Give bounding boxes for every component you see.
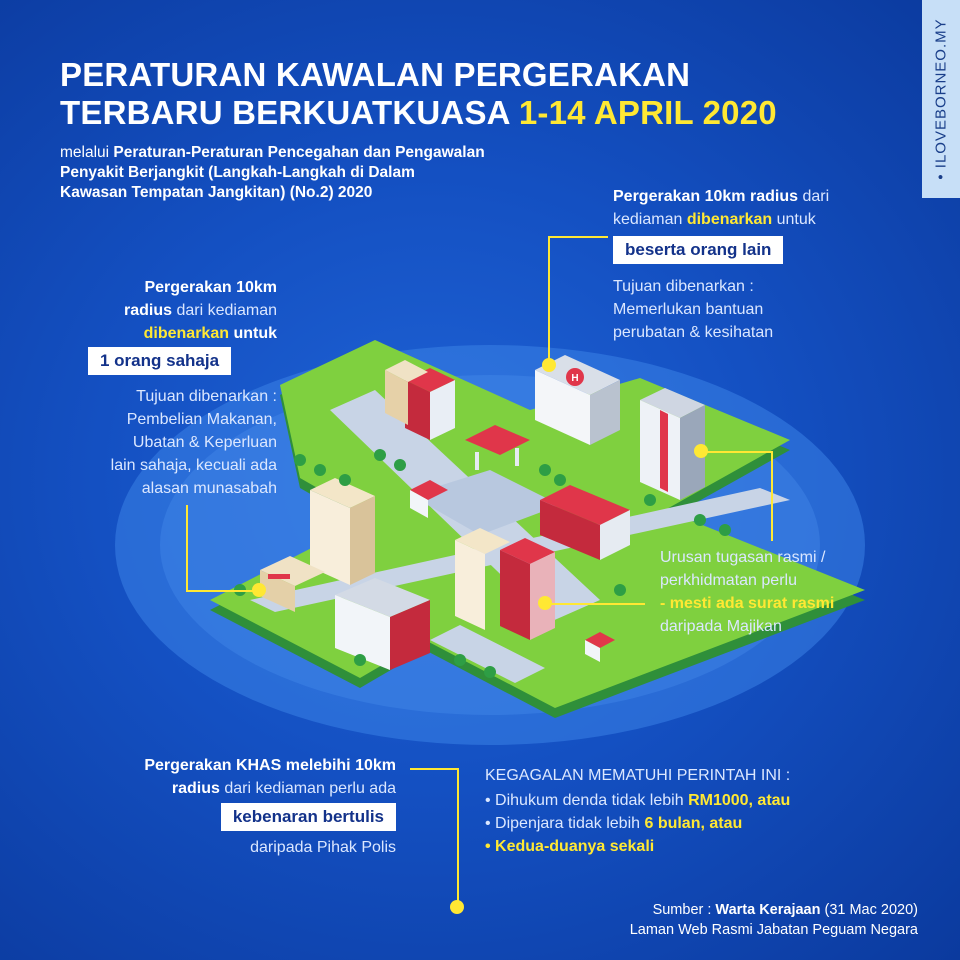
right-line-1-bold: Pergerakan 10km radius (613, 188, 798, 205)
connector-right-h (548, 236, 608, 238)
special-line-2-rest: dari kediaman perlu ada (219, 780, 396, 797)
connector-special-h (410, 768, 458, 770)
penalty-item-1-hl: RM1000, atau (688, 792, 791, 809)
right-purpose-line: perubatan & kesihatan (613, 324, 774, 341)
marker-dot (538, 596, 552, 610)
left-purpose-line: alasan munasabah (141, 480, 277, 497)
title-line-1: PERATURAN KAWALAN PERGERAKAN (60, 56, 691, 93)
brand-label: • ILOVEBORNEO.MY (932, 18, 950, 180)
left-line-1: Pergerakan 10km (144, 279, 277, 296)
source-note (630, 900, 918, 940)
connector-central (545, 603, 645, 605)
source-bold: Warta Kerajaan (715, 902, 821, 918)
title-date: 1-14 APRIL 2020 (518, 94, 777, 131)
left-purpose-line: lain sahaja, kecuali ada (110, 457, 277, 474)
penalty-heading: KEGAGALAN MEMATUHI PERINTAH INI : (485, 767, 791, 784)
beige-tower-left (310, 478, 375, 585)
penalty-item-1-text: • Dihukum denda tidak lebih (485, 792, 689, 809)
connector-official-v (771, 451, 773, 541)
pill-1-orang: 1 orang sahaja (88, 347, 231, 375)
connector-right-v (548, 236, 550, 364)
left-purpose-line: Tujuan dibenarkan : (136, 388, 277, 405)
connector-official-h (700, 451, 772, 453)
title-line-2-text: TERBARU BERKUATKUASA (60, 94, 519, 131)
svg-text:H: H (571, 373, 579, 384)
left-line-2-rest: dari kediaman (172, 302, 277, 319)
left-line-2-bold: radius (124, 302, 173, 319)
pill-kebenaran: kebenaran bertulis (221, 803, 396, 831)
right-purpose-line: Tujuan dibenarkan : (613, 278, 754, 295)
penalty-section (485, 764, 790, 858)
right-line-2-rest: kediaman (613, 211, 687, 228)
marker-dot (542, 358, 556, 372)
left-dibenarkan: dibenarkan (143, 325, 229, 342)
left-purpose-line: Ubatan & Keperluan (132, 434, 277, 451)
subtitle-bold-1: Peraturan-Peraturan Pencegahan dan Pengawalan (113, 144, 485, 161)
official-line-1: Urusan tugasan rasmi / (660, 549, 826, 566)
special-line-1: Pergerakan KHAS melebihi 10km (144, 757, 396, 774)
subtitle-bold-2: Penyakit Berjangkit (Langkah-Langkah di Dalam (60, 164, 415, 181)
tower-right (640, 388, 705, 500)
left-purpose-line: Pembelian Makanan, (126, 411, 277, 428)
penalty-item-2-hl: 6 bulan, atau (644, 815, 743, 832)
source-prefix: Sumber : (652, 902, 716, 918)
source-rest: (31 Mac 2020) (820, 902, 918, 918)
connector-special-v (457, 768, 459, 902)
right-line-2-end: untuk (772, 211, 816, 228)
source-line-2: Laman Web Rasmi Jabatan Peguam Negara (629, 922, 918, 938)
left-purpose (111, 385, 277, 500)
marker-dot (252, 583, 266, 597)
special-info (144, 754, 396, 800)
official-surat-rasmi: - mesti ada surat rasmi (660, 595, 835, 612)
right-dibenarkan: dibenarkan (686, 211, 773, 228)
special-line-2-bold: radius (171, 780, 220, 797)
pill-beserta: beserta orang lain (613, 236, 783, 264)
special-line-4: daripada Pihak Polis (250, 839, 396, 856)
right-purpose (613, 275, 773, 344)
penalty-item-2-text: • Dipenjara tidak lebih (485, 815, 645, 832)
penalty-item-3: • Kedua-duanya sekali (485, 838, 655, 855)
right-purpose-line: Memerlukan bantuan (613, 301, 764, 318)
subtitle-prefix: melalui (60, 144, 114, 161)
right-info (613, 185, 829, 231)
subtitle-bold-3: Kawasan Tempatan Jangkitan) (No.2) 2020 (60, 184, 373, 201)
connector-left-v (186, 505, 188, 591)
official-info (660, 546, 834, 638)
marker-dot (450, 900, 464, 914)
official-line-4: daripada Majikan (660, 618, 782, 635)
official-line-2: perkhidmatan perlu (660, 572, 797, 589)
marker-dot (694, 444, 708, 458)
left-info (124, 276, 277, 345)
right-line-1-rest: dari (798, 188, 830, 205)
left-line-3-rest: untuk (229, 325, 277, 342)
connector-left-h (186, 590, 258, 592)
